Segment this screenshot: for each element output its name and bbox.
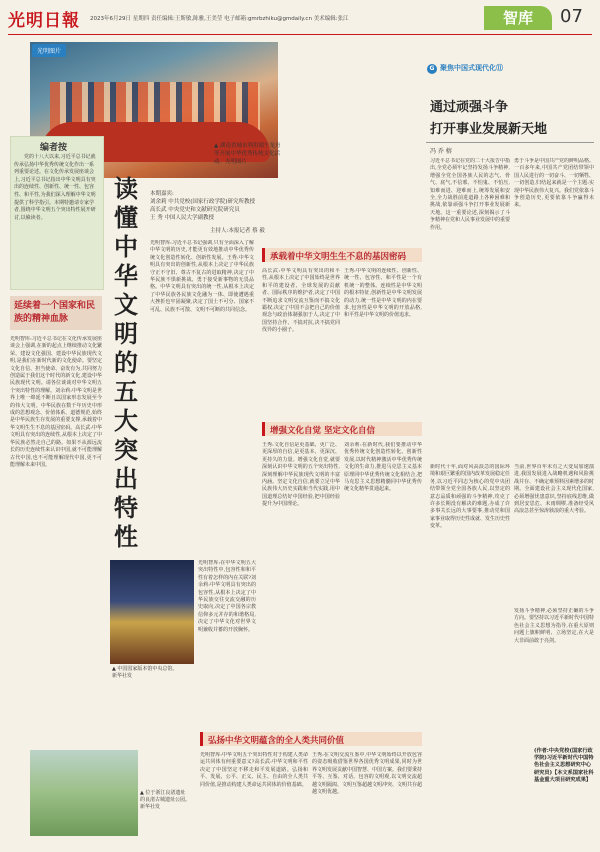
article-column: 光明智库:在中华文明五大突出特性中,包容性和和平性有着怎样的内在关联?刘余莉:中华文明具有突出的包容性,从根本上决定了中华民族交往交流交融的历史取向,决定了中国各宗教信仰多元并存的和谐格局,决定了中华文化对世界文明兼收并蓄的开放胸怀。 [198, 560, 256, 633]
author-note: (作者:中央党校(国家行政学院)习近平新时代中国特色社会主义思想研究中心研究员)【本文系国家社科基金重大项目研究成果】 [534, 748, 594, 783]
museum-photo [110, 560, 194, 664]
subhead: 承载着中华文明生生不息的基因密码 [262, 248, 422, 262]
park-caption: ▲ 位于浙江良渚遗址的良渚古城遗址公园。新华社发 [140, 790, 191, 810]
article-column: 光明智库:习近平总书记强调,只有全面深入了解中华文明的历史,才能更有效地推动中华优秀传统文化创造性转化、创新性发展。王秀:中华文明具有突出的创新性,从根本上决定了中华民族守正不守旧、尊古不复古的进取精神,决定了中华民族不惧新挑战、勇于接受新事物的无畏品格。中华文明具有突出的统一性,从根本上决定了中华民族各民族文化融为一体、即使遭遇重大挫折也牢固凝聚,决定了国土不可分、国家不可乱、民族不可散、文明不可断的共同信念。 [150, 240, 254, 313]
article-column: 当前,世界百年未有之大变局加速演进,我国发展进入战略机遇和风险挑战并存、不确定难预料因素增多的时期。全面建设社会主义现代化国家,必须增强忧患意识,坚持底线思维,做到居安思危、未雨绸缪,准备经受风高浪急甚至惊涛骇浪的重大考验。 [514, 464, 594, 515]
page-number: 07 [560, 6, 583, 27]
host-line: 主持人:本报记者 蔡 毅 [210, 228, 265, 234]
article-column: 高长武:中华文明具有突出的和平性,从根本上决定了中国始终是世界和平的建设者、全球发展的贡献者、国际秩序的维护者,决定了中国不断追求文明交流互鉴而不搞文化霸权,决定了中国不会把自己的价值观念与政治体制强加于人,决定了中国坚持合作、不搞对抗,决不搞党同伐异的小圈子。 [262, 268, 340, 334]
article-column: 王秀:文化自信是更基础、更广泛、更深厚的自信,是更基本、更深沉、更持久的力量。增强文化自觉,就要深刻认识中华文明的五个突出特性,深刻理解中华民族现代文明的丰富内涵。坚定文化自信,就要立足中华民族伟大历史实践和当代实践,用中国道理总结好中国经验,把中国经验提升为中国理论。 [262, 442, 340, 508]
newspaper-logo: 光明日報 [8, 11, 80, 31]
article-column: 王秀:中华文明的连续性、创新性、统一性、包容性、和平性是一个有机统一的整体。连续性是中华文明的根本特征,创新性是中华文明发展的动力,统一性是中华文明的内在要求,包容性是中华文明的开放品格,和平性是中华文明的价值追求。 [344, 268, 422, 319]
side-subhead: 延续着一个国家和民族的精神血脉 [10, 296, 102, 330]
article-column: 刘余莉:在新时代,我们要推动中华优秀传统文化创造性转化、创新性发展,以时代精神激活中华优秀传统文化的生命力,推进马克思主义基本原理同中华优秀传统文化相结合,把马克思主义思想精髓同中华优秀传统文化精华贯通起来。 [344, 442, 422, 493]
byline [150, 190, 300, 222]
byline-guest: 王 秀 中国人民大学副教授 [150, 215, 214, 221]
main-title: 读懂中华文明的五大突出特性 [114, 174, 138, 551]
column-tag-label: 聚焦中国式现代化⑪ [440, 64, 503, 72]
article-column: 习近平总书记在党的二十大报告中指出,全党必须牢记坚持发扬斗争精神,增强全党全国各族人民的志气、骨气、底气,不信邪、不怕鬼、不怕压,知难而进、迎难而上,统筹发展和安全,全力战胜前进道路上各种困难和挑战,依靠顽强斗争打开事业发展新天地。这一重要论述,深刻揭示了斗争精神在党和人民事业发展中的重要作用。 [430, 158, 510, 231]
right-title-line1: 通过顽强斗争 [430, 100, 509, 115]
park-photo [30, 750, 138, 836]
museum-caption: ▲ 中国国家版本馆中央总馆。新华社发 [112, 666, 178, 679]
article-column: 勇于斗争是中国共产党的鲜明品格。一百多年来,中国共产党团结带领中国人民进行的一切奋斗、一切牺牲、一切创造,归结起来就是一个主题:实现中华民族伟大复兴。我们党依靠斗争创造历史,更要依靠斗争赢得未来。 [514, 158, 594, 209]
section-label: 智库 [484, 6, 552, 30]
article-column: 光明智库:习近平总书记在文化传承发展座谈会上强调,在新的起点上继续推动文化繁荣、建设文化强国、建设中华民族现代文明,是我们在新时代新的文化使命。要坚定文化自信、担当使命、奋发有为,共同努力创造属于我们这个时代的新文化,建设中华民族现代文明。请各位谈谈对中华文明五个突出特性的理解。刘余莉:中华文明是世界上唯一绵延不断且以国家形态发展至今的伟大文明。中华民族在数千年历史中形成的思想观念、价值体系、道德规范,始终是中华民族生存发展的重要支撑,承载着中华文明生生不息的基因密码。高长武:中华文明具有突出的连续性,从根本上决定了中华民族必然走自己的路。如果不从源远流长的历史连续性来认识中国,就不可能理解古代中国,也不可能理解现代中国,更不可能理解未来中国。 [10, 336, 102, 468]
photo-tag: 光明图片 [32, 44, 66, 57]
column-badge-icon: G [427, 64, 437, 74]
byline-guest: 刘余莉 中共党校(国家行政学院)研究所教授 [150, 199, 256, 205]
article-column: 王秀:在文明交流互鉴中,中华文明始终以开放包容的姿态吸收借鉴世界各国优秀文明成果,同时为世界文明发展贡献中国智慧、中国方案。我们要秉持平等、互鉴、对话、包容的文明观,以文明交流超越文明隔阂、文明互鉴超越文明冲突、文明共存超越文明优越。 [312, 752, 422, 796]
byline-guest: 高长武 中央党史和文献研究院研究员 [150, 207, 240, 213]
article-column: 发扬斗争精神,必须坚持正确的斗争方向。要坚持以习近平新时代中国特色社会主义思想为指导,在重大原则问题上旗帜鲜明、立场坚定,在大是大非面前敢于亮剑。 [514, 608, 594, 644]
article-column: 光明智库:中华文明五个突出特性对于构建人类命运共同体有何重要意义?高长武:中华文明和平性决定了中国坚定不移走和平发展道路。弘扬和平、发展、公平、正义、民主、自由的全人类共同价值,是推动构建人类命运共同体的价值基础。 [200, 752, 308, 788]
right-rule [426, 142, 594, 143]
column-tag [427, 63, 503, 74]
masthead-rule [8, 34, 592, 35]
byline-label: 本期嘉宾: [150, 191, 174, 197]
right-title-line2: 打开事业发展新天地 [430, 122, 548, 137]
photo-caption: ▲ 湖南省城市利用端午龙舟等开展中华优秀传统文化活动。光明图片 [214, 143, 281, 165]
subhead: 弘扬中华文明蕴含的全人类共同价值 [200, 732, 422, 746]
editor-note-text: 党的十八大以来,习近平总书记就传承弘扬中华优秀传统文化作出一系列重要论述。在文化传承发展座谈会上,习近平总书记指出中华文明具有突出的连续性、创新性、统一性、包容性、和平性,为我们深入理解中华文明提供了科学指引。本期特邀请专家学者,围绕中华文明五个突出特性展开研讨,以飨读者。 [14, 154, 96, 221]
issue-meta: 2023年6月29日 星期四 责任编辑:王斯敏,陈雅,王美莹 电子邮箱:gmrbzhiku@gmdaily.cn 美术编辑:张江 [90, 16, 349, 22]
right-author: 冯 乔 榕 [430, 148, 452, 155]
article-column: 新时代十年,面对风高浪急的国际环境和艰巨繁重的国内改革发展稳定任务,以习近平同志为核心的党中央团结带领全党全国各族人民,以坚定的意志品质和顽强的斗争精神,攻克了许多长期没有解决的难题,办成了许多事关长远的大事要事,推动党和国家事业取得历史性成就、发生历史性变革。 [430, 464, 510, 530]
editor-note-title: 编者按 [40, 143, 68, 153]
subhead: 增强文化自觉 坚定文化自信 [262, 422, 422, 436]
